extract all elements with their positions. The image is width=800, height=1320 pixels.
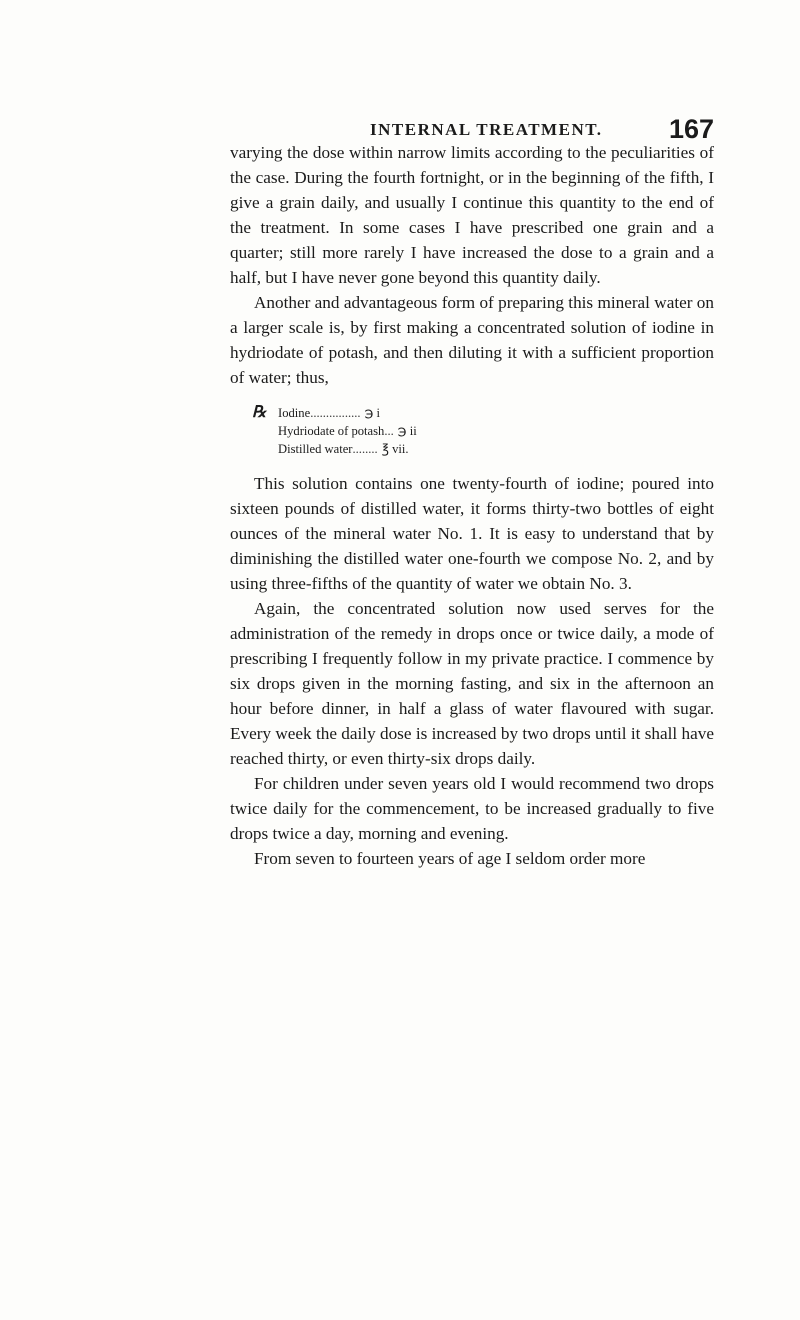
recipe-leader-dots: ................ (310, 406, 361, 420)
recipe-ingredient: Iodine (278, 406, 311, 420)
recipe-ingredient: Hydriodate of potash (278, 424, 385, 438)
recipe-line (252, 440, 714, 458)
recipe-quantity: ℈ i (364, 406, 381, 420)
recipe-quantity: ℈ ii (397, 424, 417, 438)
recipe-ingredient: Distilled water (278, 442, 353, 456)
recipe-leader-dots: ... (384, 424, 394, 438)
paragraph-solution-composition: This solution contains one twenty-fourth of iodine; poured into sixteen pounds of distilled water, it forms thirty-two bottles of eight ounces of the mineral water No. 1. It is easy to understand that by diminishing the distilled water one-fourth we compose No. 2, and by using three-fifths of the quantity of water we obtain No. 3. (230, 474, 714, 593)
recipe-leader-dots: ........ (352, 442, 378, 456)
paragraph-children-dose: For children under seven years old I would recommend two drops twice daily for the commencement, to be increased gradually to five drops twice a day, morning and evening. (230, 774, 714, 843)
paragraph-drops-administration: Again, the concentrated solution now used serves for the administration of the remedy in drops once or twice daily, a mode of prescribing I frequently follow in my private practice. I commence by six drops given in the morning fasting, and six in the afternoon an hour before dinner, in half a glass of water flavoured with sugar. Every week the daily dose is increased by two drops until it shall have reached thirty, or even thirty-six drops daily. (230, 599, 714, 768)
body-text (230, 140, 714, 871)
recipe-line (252, 404, 714, 422)
prescription-recipe (252, 404, 714, 458)
running-head: INTERNAL TREATMENT. (370, 120, 603, 139)
recipe-quantity: ℥ vii. (381, 442, 409, 456)
paragraph-dose-variation: varying the dose within narrow limits according to the peculiarities of the case. During the fourth fortnight, or in the beginning of the fifth, I give a grain daily, and usually I continue this quantity to the end of the treatment. In some cases I have prescribed one grain and a quarter; still more rarely I have increased the dose to a grain and a half, but I have never gone beyond this quantity daily. (230, 143, 714, 287)
page-number: 167 (668, 114, 714, 144)
recipe-line (252, 422, 714, 440)
paragraph-older-children: From seven to fourteen years of age I seldom order more (254, 849, 646, 868)
paragraph-concentrated-solution: Another and advantageous form of preparing this mineral water on a larger scale is, by first making a concentrated solution of iodine in hydriodate of potash, and then diluting it with a sufficient proportion of water; thus, (230, 293, 714, 387)
recipe-symbol: ℞ (252, 404, 267, 421)
